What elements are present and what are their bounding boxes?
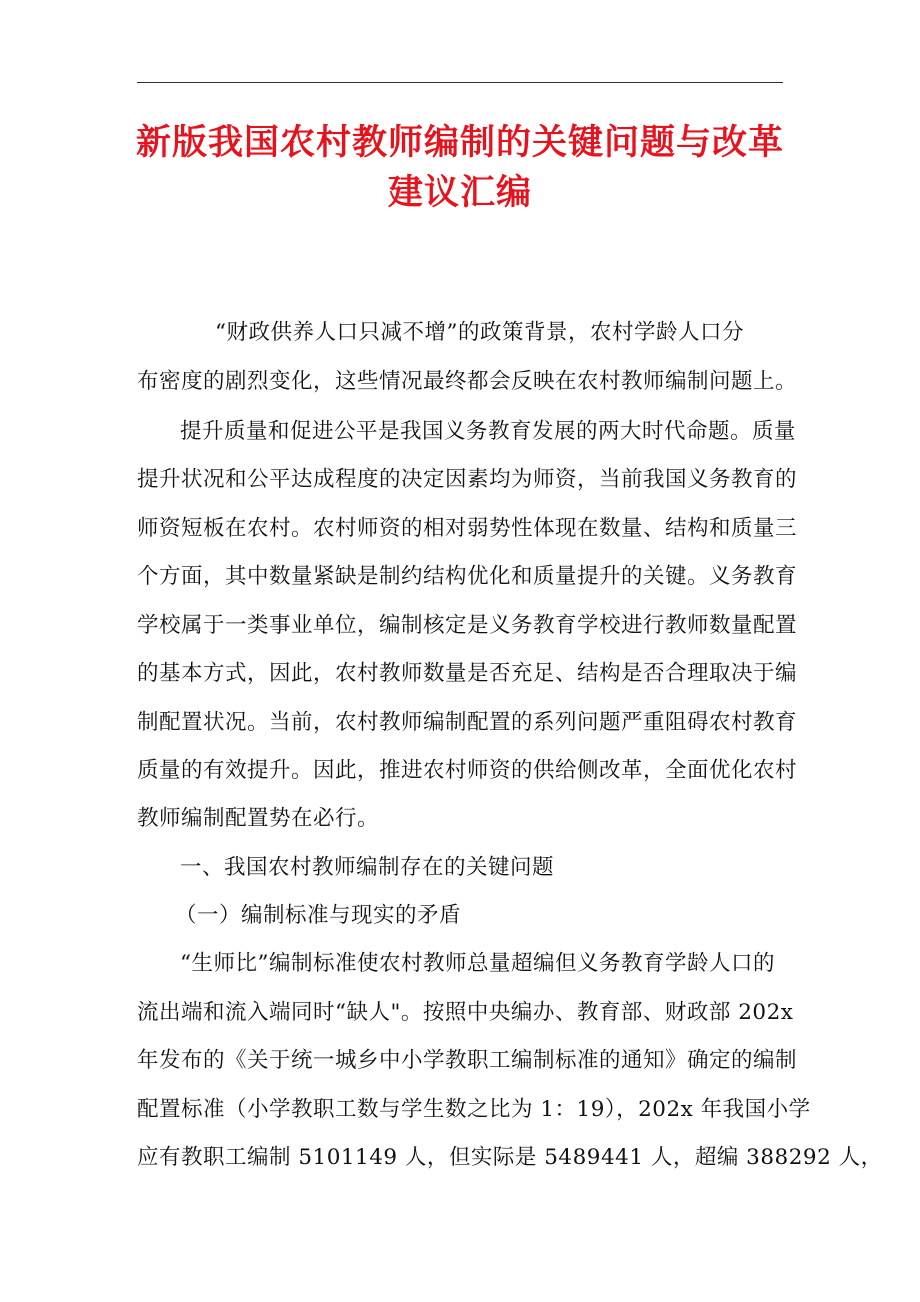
paragraph-3-line-1: “生师比”编制标准使农村教师总量超编但义务教育学龄人口的 <box>180 951 775 976</box>
paragraph-2-line-8: 质量的有效提升。因此，推进农村师资的供给侧改革，全面优化农村 <box>137 758 798 783</box>
paragraph-3-line-4: 配置标准（小学教职工数与学生数之比为 1：19），202x 年我国小学 <box>137 1097 811 1122</box>
paragraph-2-line-3: 师资短板在农村。农村师资的相对弱势性体现在数量、结构和质量三 <box>137 516 798 541</box>
paragraph-3-line-2: 流出端和流入端同时“缺人"。按照中央编办、教育部、财政部 202x <box>137 1000 794 1025</box>
paragraph-1-line-2: 布密度的剧烈变化，这些情况最终都会反映在农村教师编制问题上。 <box>137 369 798 394</box>
document-title-line-2: 建议汇编 <box>387 172 532 213</box>
paragraph-2-line-9: 教师编制配置势在必行。 <box>137 806 380 831</box>
paragraph-3-line-5: 应有教职工编制 5101149 人，但实际是 5489441 人，超编 388292 人， <box>137 1145 883 1170</box>
paragraph-1-line-1: “财政供养人口只减不增”的政策背景，农村学龄人口分 <box>215 320 744 345</box>
paragraph-2-line-5: 学校属于一类事业单位，编制核定是义务教育学校进行教师数量配置 <box>137 613 798 638</box>
paragraph-3-line-3: 年发布的《关于统一城乡中小学教职工编制标准的通知》确定的编制 <box>137 1048 798 1073</box>
document-title-line-1: 新版我国农村教师编制的关键问题与改革 <box>135 122 784 163</box>
paragraph-2-line-6: 的基本方式，因此，农村教师数量是否充足、结构是否合理取决于编 <box>137 661 798 686</box>
paragraph-2-line-7: 制配置状况。当前，农村教师编制配置的系列问题严重阻碍农村教育 <box>137 710 798 735</box>
subsection-heading-1: （一）编制标准与现实的矛盾 <box>175 903 462 928</box>
paragraph-2-line-4: 个方面，其中数量紧缺是制约结构优化和质量提升的关键。义务教育 <box>137 564 798 589</box>
paragraph-2-line-2: 提升状况和公平达成程度的决定因素均为师资，当前我国义务教育的 <box>137 467 798 492</box>
paragraph-2-line-1: 提升质量和促进公平是我国义务教育发展的两大时代命题。质量 <box>180 419 797 444</box>
section-heading-1: 一、我国农村教师编制存在的关键问题 <box>180 855 555 880</box>
header-rule <box>137 82 783 83</box>
